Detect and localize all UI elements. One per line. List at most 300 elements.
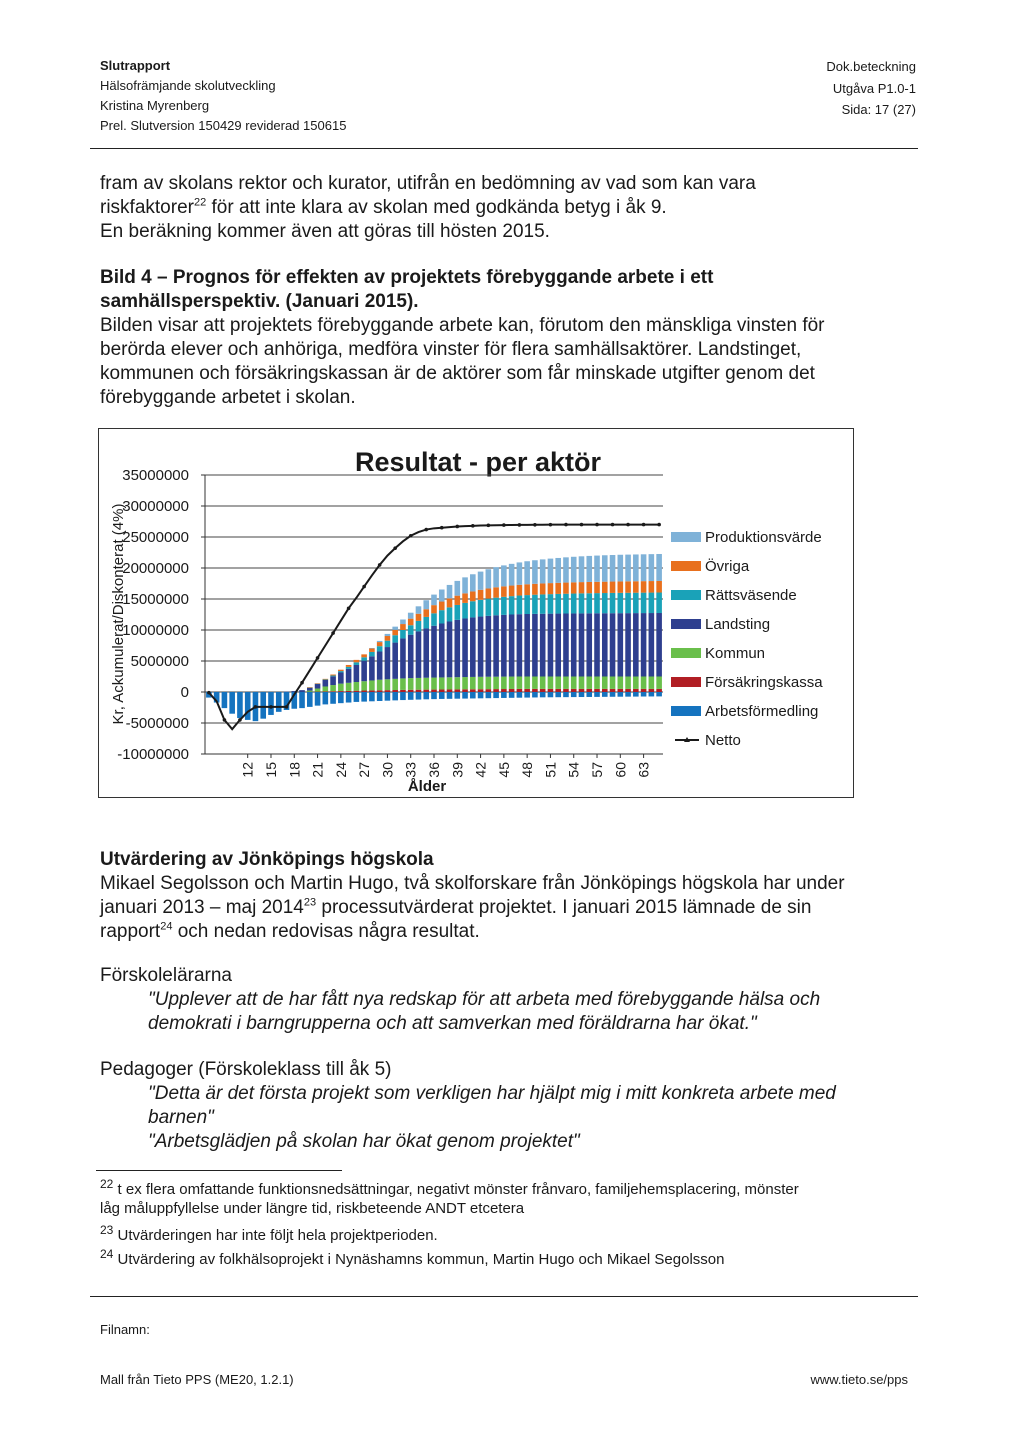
bar-segment xyxy=(400,690,406,692)
bar-segment xyxy=(454,605,460,620)
bar-segment xyxy=(454,677,460,689)
bar-segment xyxy=(602,689,608,692)
bar-segment xyxy=(369,680,375,690)
bar-segment xyxy=(618,689,624,692)
header-right xyxy=(826,56,916,121)
bar-segment xyxy=(330,676,336,685)
intro-text: riskfaktorer xyxy=(100,197,194,218)
bar-segment xyxy=(594,582,600,593)
x-tick-label: 18 xyxy=(286,762,303,778)
bar-segment xyxy=(439,690,445,692)
intro-paragraph xyxy=(100,172,900,244)
y-tick-label: 15000000 xyxy=(122,591,189,608)
netto-point xyxy=(238,718,242,722)
bar-segment xyxy=(470,574,476,591)
netto-point xyxy=(502,523,506,527)
netto-point xyxy=(595,523,599,527)
legend-swatch xyxy=(671,561,701,571)
x-tick-label: 48 xyxy=(519,762,536,778)
x-tick-label: 54 xyxy=(565,762,582,778)
footnote-number: 23 xyxy=(100,1223,114,1237)
y-tick-label: 10000000 xyxy=(122,622,189,639)
doc-designation: Dok.beteckning xyxy=(826,59,916,74)
bar-segment xyxy=(439,677,445,689)
bar-segment xyxy=(625,593,631,613)
bar-segment xyxy=(501,677,507,689)
x-tick-label: 42 xyxy=(472,762,489,778)
bar-segment xyxy=(462,689,468,692)
bar-segment xyxy=(385,679,391,690)
netto-point xyxy=(207,691,211,695)
bar-segment xyxy=(594,613,600,676)
bar-segment xyxy=(377,692,383,701)
bar-segment xyxy=(392,690,398,692)
bar-segment xyxy=(470,677,476,689)
bar-segment xyxy=(540,614,546,677)
bar-segment xyxy=(625,581,631,592)
bar-segment xyxy=(548,614,554,677)
bar-segment xyxy=(524,677,530,689)
bar-segment xyxy=(563,614,569,677)
footnote-ref[interactable]: 23 xyxy=(303,896,317,909)
bar-segment xyxy=(633,613,639,676)
bar-segment xyxy=(633,581,639,592)
bar-segment xyxy=(571,692,577,697)
bar-segment xyxy=(656,677,662,689)
bar-segment xyxy=(447,585,453,598)
bar-segment xyxy=(307,692,313,707)
bar-segment xyxy=(462,577,468,593)
bar-segment xyxy=(555,558,561,583)
legend-swatch xyxy=(671,532,701,542)
bar-segment xyxy=(586,613,592,676)
bar-segment xyxy=(431,692,437,699)
bar-segment xyxy=(346,692,352,703)
bar-segment xyxy=(548,692,554,697)
bar-segment xyxy=(555,677,561,689)
bar-segment xyxy=(656,692,662,696)
bar-segment xyxy=(563,692,569,697)
intro-line: fram av skolans rektor och kurator, utifrån en bedömning av vad som kan vara xyxy=(100,173,756,194)
bar-segment xyxy=(594,556,600,582)
bar-segment xyxy=(299,692,305,708)
bar-segment xyxy=(478,677,484,689)
x-axis-label: Ålder xyxy=(407,778,447,795)
bar-segment xyxy=(307,687,313,688)
bar-segment xyxy=(416,606,422,613)
bar-segment xyxy=(618,581,624,592)
bar-segment xyxy=(392,643,398,679)
bar-segment xyxy=(633,692,639,697)
bar-segment xyxy=(369,690,375,692)
bar-segment xyxy=(571,557,577,583)
bar-segment xyxy=(423,628,429,677)
footer-rule xyxy=(90,1296,918,1297)
bar-segment xyxy=(641,613,647,676)
netto-point xyxy=(518,523,522,527)
bar-segment xyxy=(408,625,414,634)
bar-segment xyxy=(354,662,360,665)
netto-point xyxy=(564,523,568,527)
bar-segment xyxy=(470,692,476,698)
bar-segment xyxy=(563,583,569,594)
bar-segment xyxy=(610,692,616,697)
x-tick-label: 57 xyxy=(589,762,606,778)
bar-segment xyxy=(323,686,329,691)
footnote-text: låg måluppfyllelse under längre tid, riskbeteende ANDT etcetera xyxy=(100,1200,525,1217)
eval-line: Mikael Segolsson och Martin Hugo, två skolforskare från Jönköpings högskola har under xyxy=(100,873,845,894)
bar-segment xyxy=(649,554,655,581)
bar-segment xyxy=(602,677,608,689)
footnote-23 xyxy=(100,1223,920,1245)
bar-segment xyxy=(625,555,631,582)
bar-segment xyxy=(369,648,375,649)
y-tick-label: 30000000 xyxy=(122,498,189,515)
bar-segment xyxy=(400,630,406,638)
bar-segment xyxy=(369,652,375,656)
x-tick-label: 21 xyxy=(309,762,326,778)
bar-segment xyxy=(431,690,437,692)
bar-segment xyxy=(431,605,437,613)
netto-point xyxy=(223,718,227,722)
bar-segment xyxy=(532,560,538,584)
bar-segment xyxy=(501,565,507,586)
caption-desc-line: Bilden visar att projektets förebyggande arbete kan, förutom den mänskliga vinsten för xyxy=(100,315,825,336)
bar-segment xyxy=(501,615,507,677)
legend-label: Försäkringskassa xyxy=(705,674,823,691)
bar-segment xyxy=(385,634,391,636)
footnote-text: t ex flera omfattande funktionsnedsättningar, negativt mönster frånvaro, familjehemsplacering, mönster xyxy=(117,1181,799,1198)
bar-segment xyxy=(555,614,561,677)
bar-segment xyxy=(641,692,647,697)
figure-caption xyxy=(100,266,900,410)
netto-point xyxy=(642,523,646,527)
bar-segment xyxy=(377,652,383,680)
y-tick-label: 0 xyxy=(180,684,189,701)
x-tick-label: 27 xyxy=(356,762,373,778)
bar-segment xyxy=(571,594,577,614)
bar-segment xyxy=(509,586,515,597)
bar-segment xyxy=(493,615,499,676)
bar-segment xyxy=(579,692,585,697)
bar-segment xyxy=(385,641,391,647)
bar-segment xyxy=(493,567,499,587)
netto-point xyxy=(285,705,289,709)
bar-segment xyxy=(517,596,523,615)
bar-segment xyxy=(447,598,453,607)
bar-segment xyxy=(641,689,647,692)
bar-segment xyxy=(478,689,484,692)
x-tick-label: 15 xyxy=(262,762,279,778)
bar-segment xyxy=(610,677,616,689)
bar-segment xyxy=(478,590,484,600)
template-info: Mall från Tieto PPS (ME20, 1.2.1) xyxy=(100,1372,294,1387)
bar-segment xyxy=(361,691,367,692)
bar-segment xyxy=(563,689,569,692)
caption-desc-line: förebyggande arbetet i skolan. xyxy=(100,387,356,408)
bar-segment xyxy=(377,680,383,691)
caption-desc-line: berörda elever och anhöriga, medföra vinster för flera samhällsaktörer. Landstinget, xyxy=(100,339,802,360)
bar-segment xyxy=(548,689,554,692)
netto-point xyxy=(487,524,491,528)
bar-segment xyxy=(400,692,406,700)
bar-segment xyxy=(346,669,352,683)
quote-line: barnen" xyxy=(148,1107,214,1128)
bar-segment xyxy=(408,613,414,619)
bar-segment xyxy=(346,667,352,669)
bar-segment xyxy=(501,689,507,692)
footnote-text: Utvärderingen har inte följt hela projektperioden. xyxy=(117,1227,438,1244)
bar-segment xyxy=(470,617,476,677)
chart-title: Resultat - per aktör xyxy=(354,447,602,477)
bar-segment xyxy=(610,582,616,593)
y-tick-label: 35000000 xyxy=(122,467,189,484)
bar-segment xyxy=(338,691,344,692)
bar-segment xyxy=(361,681,367,690)
bar-segment xyxy=(579,677,585,689)
bar-segment xyxy=(454,689,460,692)
eval-text: rapport xyxy=(100,921,161,942)
bar-segment xyxy=(602,613,608,676)
bar-segment xyxy=(330,675,336,676)
footer-url[interactable]: www.tieto.se/pps xyxy=(810,1372,908,1387)
bar-segment xyxy=(656,581,662,593)
bar-segment xyxy=(524,561,530,584)
bar-segment xyxy=(423,690,429,692)
bar-segment xyxy=(462,618,468,677)
bar-segment xyxy=(509,615,515,677)
bar-segment xyxy=(423,678,429,690)
teachers-label: Pedagoger (Förskoleklass till åk 5) xyxy=(100,1059,392,1080)
legend-label: Produktionsvärde xyxy=(705,529,822,546)
bar-segment xyxy=(454,620,460,677)
bar-segment xyxy=(392,630,398,635)
bar-segment xyxy=(586,689,592,692)
bar-segment xyxy=(555,594,561,614)
bar-segment xyxy=(571,677,577,689)
bar-segment xyxy=(548,559,554,583)
netto-point xyxy=(424,528,428,532)
bar-segment xyxy=(447,689,453,692)
bar-segment xyxy=(486,692,492,698)
netto-point xyxy=(300,681,304,685)
bar-segment xyxy=(454,692,460,699)
bar-segment xyxy=(656,613,662,676)
bar-segment xyxy=(315,689,321,692)
bar-segment xyxy=(493,692,499,698)
footnote-ref[interactable]: 24 xyxy=(160,920,173,933)
bar-segment xyxy=(579,556,585,582)
netto-point xyxy=(657,523,661,527)
bar-segment xyxy=(486,569,492,588)
bar-segment xyxy=(346,665,352,667)
author: Kristina Myrenberg xyxy=(100,98,210,113)
bar-segment xyxy=(400,638,406,678)
x-tick-label: 39 xyxy=(449,762,466,778)
bar-segment xyxy=(656,554,662,581)
bar-segment xyxy=(454,596,460,605)
bar-segment xyxy=(594,593,600,613)
bar-segment xyxy=(517,614,523,676)
footnote-text: Utvärdering av folkhälsoprojekt i Nynäshamns kommun, Martin Hugo och Mikael Segolsson xyxy=(117,1251,725,1268)
netto-point xyxy=(580,523,584,527)
bar-segment xyxy=(486,588,492,598)
bar-segment xyxy=(330,685,336,691)
netto-point xyxy=(331,631,335,635)
footnote-number: 24 xyxy=(100,1247,114,1261)
bar-segment xyxy=(260,692,266,719)
bar-segment xyxy=(416,692,422,700)
x-tick-label: 33 xyxy=(402,762,419,778)
bar-segment xyxy=(649,677,655,689)
bar-segment xyxy=(276,692,282,712)
bar-segment xyxy=(229,692,235,714)
bar-segment xyxy=(540,594,546,613)
bar-segment xyxy=(222,692,228,708)
bar-segment xyxy=(338,670,344,671)
bar-segment xyxy=(579,689,585,692)
project-name: Hälsofrämjande skolutveckling xyxy=(100,78,276,93)
eval-line xyxy=(100,920,900,944)
bar-segment xyxy=(462,677,468,689)
bar-segment xyxy=(478,600,484,617)
x-tick-label: 12 xyxy=(239,762,256,778)
bar-segment xyxy=(610,689,616,692)
chart-frame xyxy=(98,428,854,798)
bar-segment xyxy=(649,692,655,696)
y-axis-label: Kr, Ackumulerat/Diskonterat (4%) xyxy=(110,503,127,725)
quote-line: "Detta är det första projekt som verkligen har hjälpt mig i mitt konkreta arbete med xyxy=(148,1083,836,1104)
bar-segment xyxy=(594,677,600,689)
x-tick-label: 60 xyxy=(612,762,629,778)
bar-segment xyxy=(509,677,515,689)
section-heading: Utvärdering av Jönköpings högskola xyxy=(100,849,434,870)
bar-segment xyxy=(649,581,655,593)
bar-segment xyxy=(517,585,523,596)
bar-segment xyxy=(423,617,429,629)
bar-segment xyxy=(423,609,429,617)
netto-point xyxy=(471,524,475,528)
bar-segment xyxy=(245,692,251,720)
bar-segment xyxy=(563,677,569,689)
bar-segment xyxy=(354,665,360,682)
x-tick-label: 45 xyxy=(495,762,512,778)
bar-segment xyxy=(517,677,523,689)
bar-segment xyxy=(354,692,360,702)
bar-segment xyxy=(486,689,492,692)
bar-segment xyxy=(524,595,530,614)
bar-segment xyxy=(486,599,492,616)
bar-segment xyxy=(625,613,631,676)
bar-segment xyxy=(416,678,422,690)
bar-segment xyxy=(338,671,344,672)
bar-segment xyxy=(447,607,453,621)
bar-segment xyxy=(439,610,445,623)
bar-segment xyxy=(392,627,398,630)
netto-point xyxy=(533,523,537,527)
bar-segment xyxy=(540,583,546,594)
bar-segment xyxy=(493,677,499,689)
bar-segment xyxy=(439,692,445,699)
header-rule xyxy=(90,148,918,149)
bar-segment xyxy=(517,689,523,692)
bar-segment xyxy=(369,656,375,680)
bar-segment xyxy=(571,582,577,593)
bar-segment xyxy=(323,680,329,687)
bar-segment xyxy=(540,677,546,689)
bar-segment xyxy=(346,691,352,692)
bar-segment xyxy=(431,595,437,606)
bar-segment xyxy=(649,593,655,613)
bar-segment xyxy=(354,691,360,692)
bar-segment xyxy=(509,689,515,692)
bar-segment xyxy=(392,679,398,690)
bar-segment xyxy=(408,678,414,690)
bar-segment xyxy=(532,689,538,692)
netto-point xyxy=(611,523,615,527)
bar-segment xyxy=(323,679,329,680)
bar-segment xyxy=(330,691,336,692)
quote-line: "Arbetsglädjen på skolan har ökat genom projektet" xyxy=(148,1131,580,1152)
bar-segment xyxy=(633,677,639,689)
caption-title: Bild 4 – Prognos för effekten av projektets förebyggande arbete i ett xyxy=(100,267,714,288)
legend-swatch xyxy=(671,648,701,658)
bar-segment xyxy=(571,613,577,676)
legend-label: Netto xyxy=(705,732,741,749)
bar-segment xyxy=(540,559,546,583)
bar-segment xyxy=(431,626,437,678)
bar-segment xyxy=(478,692,484,698)
bar-segment xyxy=(610,613,616,676)
bar-segment xyxy=(237,692,243,718)
bar-segment xyxy=(509,596,515,614)
bar-segment xyxy=(563,557,569,582)
netto-point xyxy=(378,563,382,567)
y-tick-label: -5000000 xyxy=(125,715,189,732)
bar-segment xyxy=(610,593,616,613)
intro-text: för att inte klara av skolan med godkända betyg i åk 9. xyxy=(206,197,667,218)
y-tick-label: 20000000 xyxy=(122,560,189,577)
bar-segment xyxy=(470,689,476,692)
bar-segment xyxy=(625,692,631,697)
bar-segment xyxy=(493,689,499,692)
bar-segment xyxy=(586,556,592,582)
bar-segment xyxy=(641,581,647,593)
bar-segment xyxy=(594,692,600,697)
bar-segment xyxy=(338,692,344,703)
bar-segment xyxy=(385,692,391,701)
bar-segment xyxy=(315,692,321,706)
bar-segment xyxy=(470,601,476,617)
preschool-quote xyxy=(148,988,908,1036)
eval-text: processutvärderat projektet. I januari 2015 lämnade de sin xyxy=(316,897,812,918)
bar-segment xyxy=(486,677,492,689)
bar-segment xyxy=(625,689,631,692)
bar-segment xyxy=(462,593,468,603)
footnote-ref[interactable]: 22 xyxy=(193,196,207,209)
bar-segment xyxy=(307,691,313,692)
bar-segment xyxy=(532,677,538,689)
netto-point xyxy=(269,705,273,709)
bar-segment xyxy=(633,689,639,692)
quote-line: demokrati i barngrupperna och att samverkan med föräldrarna har ökat." xyxy=(148,1013,757,1034)
bar-segment xyxy=(586,582,592,593)
netto-point xyxy=(549,523,553,527)
eval-text: och nedan redovisas några resultat. xyxy=(172,921,480,942)
bar-segment xyxy=(641,593,647,613)
page-number: Sida: 17 (27) xyxy=(841,102,916,117)
bar-segment xyxy=(540,692,546,697)
